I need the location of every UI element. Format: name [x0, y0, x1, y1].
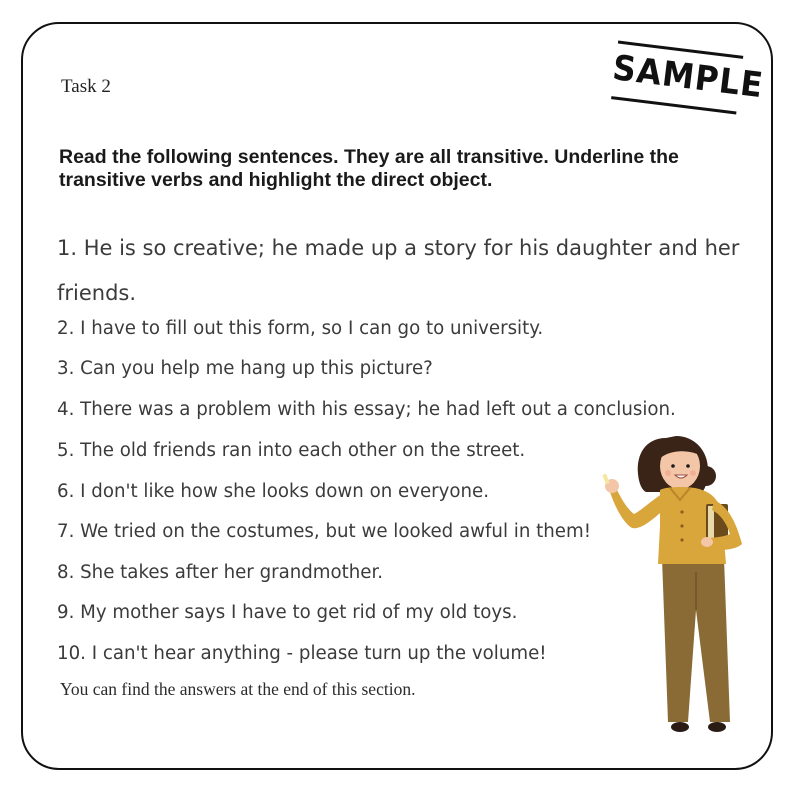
teacher-illustration: [596, 430, 756, 756]
sentence-10: 10. I can't hear anything - please turn up the volume!: [57, 643, 547, 664]
teacher-raised-arm: [610, 488, 666, 528]
sentence-5: 5. The old friends ran into each other on the street.: [57, 440, 526, 461]
sentence-2: 2. I have to fill out this form, so I can go to university.: [57, 318, 544, 339]
teacher-button-3: [680, 538, 683, 541]
teacher-button-2: [680, 524, 683, 527]
sentence-3: 3. Can you help me hang up this picture?: [57, 358, 433, 379]
sentence-4: 4. There was a problem with his essay; he had left out a conclusion.: [57, 399, 676, 420]
teacher-button-1: [680, 510, 683, 513]
teacher-shoe-right: [708, 722, 726, 732]
answers-note: You can find the answers at the end of this section.: [60, 679, 416, 699]
sentence-1: 1. He is so creative; he made up a story for his daughter and her friends.: [57, 236, 740, 305]
teacher-blush-right: [690, 470, 696, 476]
teacher-chalk: [602, 474, 609, 485]
sentence-6: 6. I don't like how she looks down on everyone.: [57, 481, 490, 502]
task-label: Task 2: [61, 76, 111, 97]
teacher-eye-right: [686, 464, 690, 468]
sentence-9: 9. My mother says I have to get rid of my old toys.: [57, 602, 518, 623]
teacher-blush-left: [665, 470, 671, 476]
stamp-text: SAMPLE: [610, 46, 766, 106]
teacher-book-pages: [708, 506, 714, 538]
sentence-8: 8. She takes after her grandmother.: [57, 562, 384, 583]
instructions: Read the following sentences. They are all transitive. Underline the transitive verbs and highlight the direct object.: [59, 146, 679, 191]
sentence-7: 7. We tried on the costumes, but we looked awful in them!: [57, 521, 592, 542]
teacher-eye-left: [671, 464, 675, 468]
teacher-book-hand: [701, 537, 713, 547]
teacher-shoe-left: [671, 722, 689, 732]
